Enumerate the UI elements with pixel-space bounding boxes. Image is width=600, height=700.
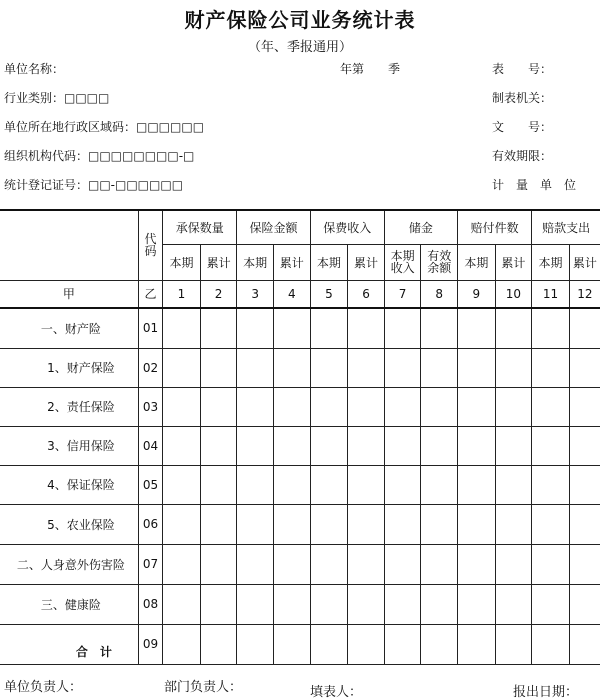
data-cell[interactable] <box>458 584 496 624</box>
unit-name-label: 单位名称： <box>4 62 65 76</box>
corner-cell <box>0 210 138 280</box>
row-label-cell <box>0 426 138 465</box>
data-cell[interactable] <box>200 544 237 584</box>
row-label: 4、保证保险 <box>47 478 115 492</box>
data-cell[interactable] <box>458 465 496 504</box>
data-cell[interactable] <box>458 426 496 465</box>
index-cell: 4 <box>273 280 310 308</box>
data-cell[interactable] <box>532 426 570 465</box>
data-cell[interactable] <box>273 426 310 465</box>
data-cell[interactable] <box>458 504 496 544</box>
index-cell: 乙 <box>138 280 162 308</box>
code-header: 代码 <box>138 210 162 280</box>
data-cell[interactable] <box>237 465 274 504</box>
row-code: 02 <box>138 348 162 387</box>
data-cell[interactable] <box>273 504 310 544</box>
data-cell[interactable] <box>384 584 421 624</box>
data-cell[interactable] <box>348 465 385 504</box>
row-code: 09 <box>138 624 162 664</box>
data-cell[interactable] <box>458 348 496 387</box>
data-cell[interactable] <box>532 308 570 348</box>
data-cell[interactable] <box>384 387 421 426</box>
index-row <box>0 280 600 308</box>
data-cell[interactable] <box>421 348 458 387</box>
data-cell[interactable] <box>569 624 600 664</box>
table-row <box>0 624 600 664</box>
data-cell[interactable] <box>421 426 458 465</box>
row-code: 07 <box>138 544 162 584</box>
page-title: 财产保险公司业务统计表 <box>184 8 416 32</box>
row-label-cell <box>0 348 138 387</box>
data-cell[interactable] <box>421 465 458 504</box>
data-cell[interactable] <box>200 584 237 624</box>
unit-measure-label: 计 量 单 位 <box>492 178 577 192</box>
data-cell[interactable] <box>237 348 274 387</box>
data-cell[interactable] <box>421 624 458 664</box>
filler-label: 填表人： <box>310 685 363 700</box>
row-label-cell <box>0 465 138 504</box>
data-cell[interactable] <box>273 348 310 387</box>
data-cell[interactable] <box>273 465 310 504</box>
row-code: 05 <box>138 465 162 504</box>
data-cell[interactable] <box>310 348 348 387</box>
data-cell[interactable] <box>384 348 421 387</box>
index-cell: 7 <box>384 280 421 308</box>
data-cell[interactable] <box>532 387 570 426</box>
data-cell[interactable] <box>421 544 458 584</box>
group-header: 储金 <box>384 210 457 244</box>
data-cell[interactable] <box>495 544 532 584</box>
data-cell[interactable] <box>163 544 201 584</box>
data-cell[interactable] <box>532 348 570 387</box>
data-cell[interactable] <box>310 465 348 504</box>
stat-reg-label: 统计登记证号：□□-□□□□□□ <box>4 178 184 192</box>
sub-header: 累计 <box>273 244 310 280</box>
data-cell[interactable] <box>163 465 201 504</box>
data-cell[interactable] <box>200 624 237 664</box>
index-cell: 9 <box>458 280 496 308</box>
data-cell[interactable] <box>532 584 570 624</box>
index-cell: 2 <box>200 280 237 308</box>
data-cell[interactable] <box>163 387 201 426</box>
data-cell[interactable] <box>569 544 600 584</box>
data-cell[interactable] <box>310 544 348 584</box>
data-cell[interactable] <box>237 544 274 584</box>
data-cell[interactable] <box>495 584 532 624</box>
data-cell[interactable] <box>200 308 237 348</box>
data-cell[interactable] <box>273 624 310 664</box>
data-cell[interactable] <box>273 387 310 426</box>
row-label-cell <box>0 308 138 348</box>
data-cell[interactable] <box>458 387 496 426</box>
data-cell[interactable] <box>421 308 458 348</box>
sub-header: 本期 <box>310 244 348 280</box>
row-label-cell <box>0 584 138 624</box>
data-cell[interactable] <box>495 348 532 387</box>
sub-header: 本期收入 <box>384 244 421 280</box>
row-code: 06 <box>138 504 162 544</box>
data-cell[interactable] <box>495 624 532 664</box>
data-cell[interactable] <box>569 348 600 387</box>
row-code: 01 <box>138 308 162 348</box>
dept-head-label: 部门负责人： <box>164 680 243 695</box>
index-cell: 11 <box>532 280 570 308</box>
data-cell[interactable] <box>200 348 237 387</box>
data-cell[interactable] <box>569 426 600 465</box>
data-cell[interactable] <box>237 504 274 544</box>
data-cell[interactable] <box>163 426 201 465</box>
data-cell[interactable] <box>495 308 532 348</box>
data-cell[interactable] <box>495 387 532 426</box>
sub-header: 累计 <box>200 244 237 280</box>
data-cell[interactable] <box>348 584 385 624</box>
table-row <box>0 504 600 544</box>
table-row <box>0 387 600 426</box>
data-cell[interactable] <box>421 504 458 544</box>
table-row <box>0 584 600 624</box>
data-cell[interactable] <box>237 308 274 348</box>
doc-number-label: 文 号： <box>492 120 553 134</box>
data-cell[interactable] <box>163 624 201 664</box>
table-row <box>0 348 600 387</box>
sub-header: 本期 <box>458 244 496 280</box>
table-row <box>0 308 600 348</box>
data-cell[interactable] <box>348 504 385 544</box>
data-cell[interactable] <box>495 465 532 504</box>
data-cell[interactable] <box>421 387 458 426</box>
sub-header: 累计 <box>495 244 532 280</box>
data-cell[interactable] <box>310 387 348 426</box>
data-cell[interactable] <box>348 624 385 664</box>
index-cell: 12 <box>569 280 600 308</box>
report-date-label: 报出日期： <box>513 685 579 700</box>
data-cell[interactable] <box>384 624 421 664</box>
data-cell[interactable] <box>458 308 496 348</box>
row-label-cell <box>0 504 138 544</box>
issuer-label: 制表机关： <box>492 91 553 105</box>
data-cell[interactable] <box>163 348 201 387</box>
data-cell[interactable] <box>348 544 385 584</box>
validity-label: 有效期限： <box>492 149 553 163</box>
data-cell[interactable] <box>348 426 385 465</box>
data-cell[interactable] <box>310 308 348 348</box>
sub-header: 有效余额 <box>421 244 458 280</box>
data-cell[interactable] <box>163 504 201 544</box>
index-cell: 1 <box>163 280 201 308</box>
data-cell[interactable] <box>495 504 532 544</box>
row-label-cell <box>0 387 138 426</box>
data-cell[interactable] <box>237 387 274 426</box>
group-header: 赔款支出 <box>532 210 600 244</box>
unit-head-label: 单位负责人： <box>4 680 83 695</box>
data-cell[interactable] <box>569 465 600 504</box>
data-cell[interactable] <box>237 624 274 664</box>
data-cell[interactable] <box>200 426 237 465</box>
data-cell[interactable] <box>569 584 600 624</box>
index-cell: 6 <box>348 280 385 308</box>
table-row <box>0 544 600 584</box>
data-cell[interactable] <box>310 504 348 544</box>
data-cell[interactable] <box>495 426 532 465</box>
sub-header: 本期 <box>163 244 201 280</box>
data-cell[interactable] <box>569 504 600 544</box>
row-code: 03 <box>138 387 162 426</box>
data-cell[interactable] <box>310 624 348 664</box>
region-code-label: 单位所在地行政区域码：□□□□□□ <box>4 120 205 134</box>
data-cell[interactable] <box>569 387 600 426</box>
stats-table <box>0 209 600 665</box>
page-subtitle: （年、季报通用） <box>247 40 352 55</box>
data-cell[interactable] <box>237 426 274 465</box>
data-cell[interactable] <box>458 624 496 664</box>
data-cell[interactable] <box>532 624 570 664</box>
industry-label: 行业类别：□□□□ <box>4 91 110 105</box>
data-cell[interactable] <box>384 544 421 584</box>
group-header: 承保数量 <box>163 210 237 244</box>
sub-header: 累计 <box>348 244 385 280</box>
data-cell[interactable] <box>384 426 421 465</box>
row-label: 三、健康险 <box>40 597 101 612</box>
sub-header: 本期 <box>237 244 274 280</box>
group-header: 赔付件数 <box>458 210 532 244</box>
data-cell[interactable] <box>237 584 274 624</box>
table-row <box>0 465 600 504</box>
data-cell[interactable] <box>273 584 310 624</box>
row-label-cell <box>0 544 138 584</box>
data-cell[interactable] <box>532 504 570 544</box>
year-quarter-label: 年第 季 <box>340 62 401 76</box>
table-row <box>0 426 600 465</box>
data-cell[interactable] <box>163 584 201 624</box>
index-cell: 5 <box>310 280 348 308</box>
index-cell: 8 <box>421 280 458 308</box>
data-cell[interactable] <box>310 584 348 624</box>
row-label: 合 计 <box>75 644 112 659</box>
index-cell: 3 <box>237 280 274 308</box>
row-label: 5、农业保险 <box>47 517 115 532</box>
data-cell[interactable] <box>421 584 458 624</box>
data-cell[interactable] <box>310 426 348 465</box>
row-label-cell <box>0 624 138 664</box>
data-cell[interactable] <box>384 504 421 544</box>
org-code-label: 组织机构代码：□□□□□□□□-□ <box>4 149 195 163</box>
form-number-label: 表 号： <box>492 62 553 76</box>
row-code: 04 <box>138 426 162 465</box>
data-cell[interactable] <box>348 308 385 348</box>
data-cell[interactable] <box>348 348 385 387</box>
row-label: 二、人身意外伤害险 <box>16 557 125 572</box>
sub-header: 本期 <box>532 244 570 280</box>
data-cell[interactable] <box>273 544 310 584</box>
data-cell[interactable] <box>200 387 237 426</box>
data-cell[interactable] <box>384 308 421 348</box>
row-label: 1、财产保险 <box>47 361 115 375</box>
index-cell: 10 <box>495 280 532 308</box>
data-cell[interactable] <box>348 387 385 426</box>
row-code: 08 <box>138 584 162 624</box>
data-cell[interactable] <box>458 544 496 584</box>
sub-header: 累计 <box>569 244 600 280</box>
data-cell[interactable] <box>200 504 237 544</box>
group-header: 保险金额 <box>237 210 310 244</box>
index-cell: 甲 <box>0 280 138 308</box>
row-label: 一、财产险 <box>40 321 101 336</box>
data-cell[interactable] <box>569 308 600 348</box>
group-header: 保费收入 <box>310 210 384 244</box>
data-cell[interactable] <box>273 308 310 348</box>
data-cell[interactable] <box>384 465 421 504</box>
row-label: 3、信用保险 <box>47 439 115 453</box>
data-cell[interactable] <box>532 544 570 584</box>
data-cell[interactable] <box>163 308 201 348</box>
data-cell[interactable] <box>200 465 237 504</box>
data-cell[interactable] <box>532 465 570 504</box>
row-label: 2、责任保险 <box>47 400 115 414</box>
